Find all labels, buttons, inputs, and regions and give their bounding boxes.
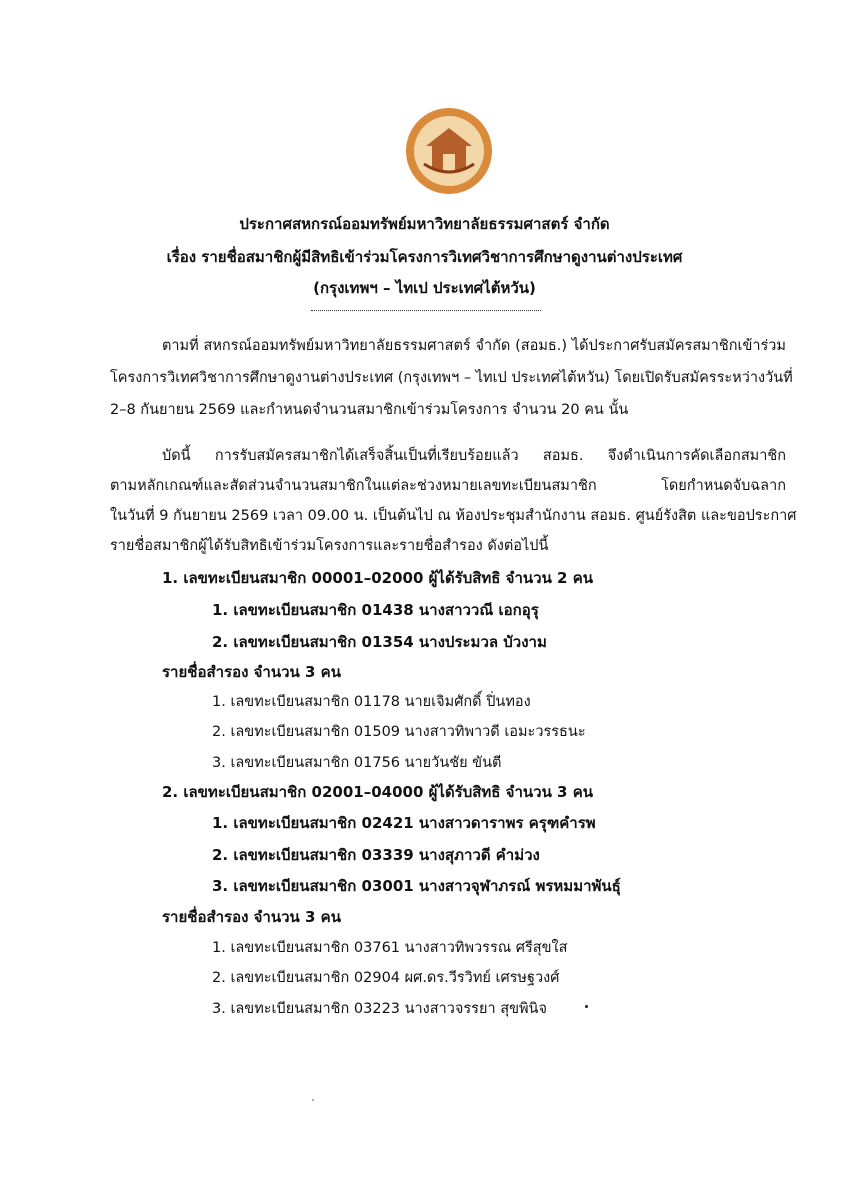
reserve-heading: รายชื่อสำรอง จำนวน 3 คน	[162, 663, 341, 681]
paragraph-2-line: ในวันที่ 9 กันยายน 2569 เวลา 09.00 น. เป็นต้นไป ณ ห้องประชุมสำนักงาน สอมธ. ศูนย์รังสิต และขอประกาศ	[110, 508, 797, 524]
thammasat-cooperative-logo	[382, 106, 516, 196]
reserve-item: 3. เลขทะเบียนสมาชิก 01756 นายวันชัย ขันตี	[212, 755, 502, 771]
group-heading: 2. เลขทะเบียนสมาชิก 02001–04000 ผู้ได้รับสิทธิ จำนวน 3 คน	[162, 783, 593, 801]
title-separator	[311, 310, 541, 311]
paragraph-1-line: 2–8 กันยายน 2569 และกำหนดจำนวนสมาชิกเข้าร่วมโครงการ จำนวน 20 คน นั้น	[110, 402, 629, 418]
reserve-item: 2. เลขทะเบียนสมาชิก 02904 ผศ.ดร.วีรวิทย์ เศรษฐวงศ์	[212, 970, 560, 986]
paragraph-2-line: บัดนี้ การรับสมัครสมาชิกได้เสร็จสิ้นเป็นที่เรียบร้อยแล้ว สอมธ. จึงดำเนินการคัดเลือกสมาชิก	[162, 448, 786, 464]
reserve-item: 3. เลขทะเบียนสมาชิก 03223 นางสาวจรรยา สุขพินิจ	[212, 1001, 547, 1017]
reserve-item: 1. เลขทะเบียนสมาชิก 01178 นายเจิมศักดิ์ ปิ่นทอง	[212, 694, 531, 710]
scan-mark	[585, 1005, 588, 1008]
paragraph-1-line: โครงการวิเทศวิชาการศึกษาดูงานต่างประเทศ (กรุงเทพฯ – ไทเป ประเทศไต้หวัน) โดยเปิดรับสมัครระหว่างวันที่	[110, 370, 793, 386]
group-heading: 1. เลขทะเบียนสมาชิก 00001–02000 ผู้ได้รับสิทธิ จำนวน 2 คน	[162, 569, 593, 587]
winner-item: 1. เลขทะเบียนสมาชิก 02421 นางสาวดาราพร ครุฑคำรพ	[212, 814, 596, 832]
scan-speck	[312, 1099, 314, 1101]
winner-item: 1. เลขทะเบียนสมาชิก 01438 นางสาววณี เอกอุรุ	[212, 601, 539, 619]
reserve-item: 1. เลขทะเบียนสมาชิก 03761 นางสาวทิพวรรณ ศรีสุขใส	[212, 940, 568, 956]
reserve-item: 2. เลขทะเบียนสมาชิก 01509 นางสาวทิพาวดี เอมะวรรธนะ	[212, 724, 586, 740]
paragraph-2-line: รายชื่อสมาชิกผู้ได้รับสิทธิเข้าร่วมโครงการและรายชื่อสำรอง ดังต่อไปนี้	[110, 538, 549, 554]
announcement-subject: เรื่อง รายชื่อสมาชิกผู้มีสิทธิเข้าร่วมโครงการวิเทศวิชาการศึกษาดูงานต่างประเทศ	[166, 248, 683, 266]
announcement-title: ประกาศสหกรณ์ออมทรัพย์มหาวิทยาลัยธรรมศาสตร์ จำกัด	[239, 215, 610, 233]
winner-item: 2. เลขทะเบียนสมาชิก 01354 นางประมวล บัวงาม	[212, 633, 547, 651]
paragraph-1-line: ตามที่ สหกรณ์ออมทรัพย์มหาวิทยาลัยธรรมศาสตร์ จำกัด (สอมธ.) ได้ประกาศรับสมัครสมาชิกเข้าร่วม	[162, 338, 786, 354]
announcement-subtitle: (กรุงเทพฯ – ไทเป ประเทศไต้หวัน)	[313, 279, 536, 297]
paragraph-2-line: ตามหลักเกณฑ์และสัดส่วนจำนวนสมาชิกในแต่ละช่วงหมายเลขทะเบียนสมาชิก โดยกำหนดจับฉลาก	[110, 478, 786, 494]
winner-item: 2. เลขทะเบียนสมาชิก 03339 นางสุภาวดี คำม่วง	[212, 846, 540, 864]
winner-item: 3. เลขทะเบียนสมาชิก 03001 นางสาวจุฬาภรณ์ พรหมมาพันธุ์	[212, 877, 621, 895]
reserve-heading: รายชื่อสำรอง จำนวน 3 คน	[162, 908, 341, 926]
